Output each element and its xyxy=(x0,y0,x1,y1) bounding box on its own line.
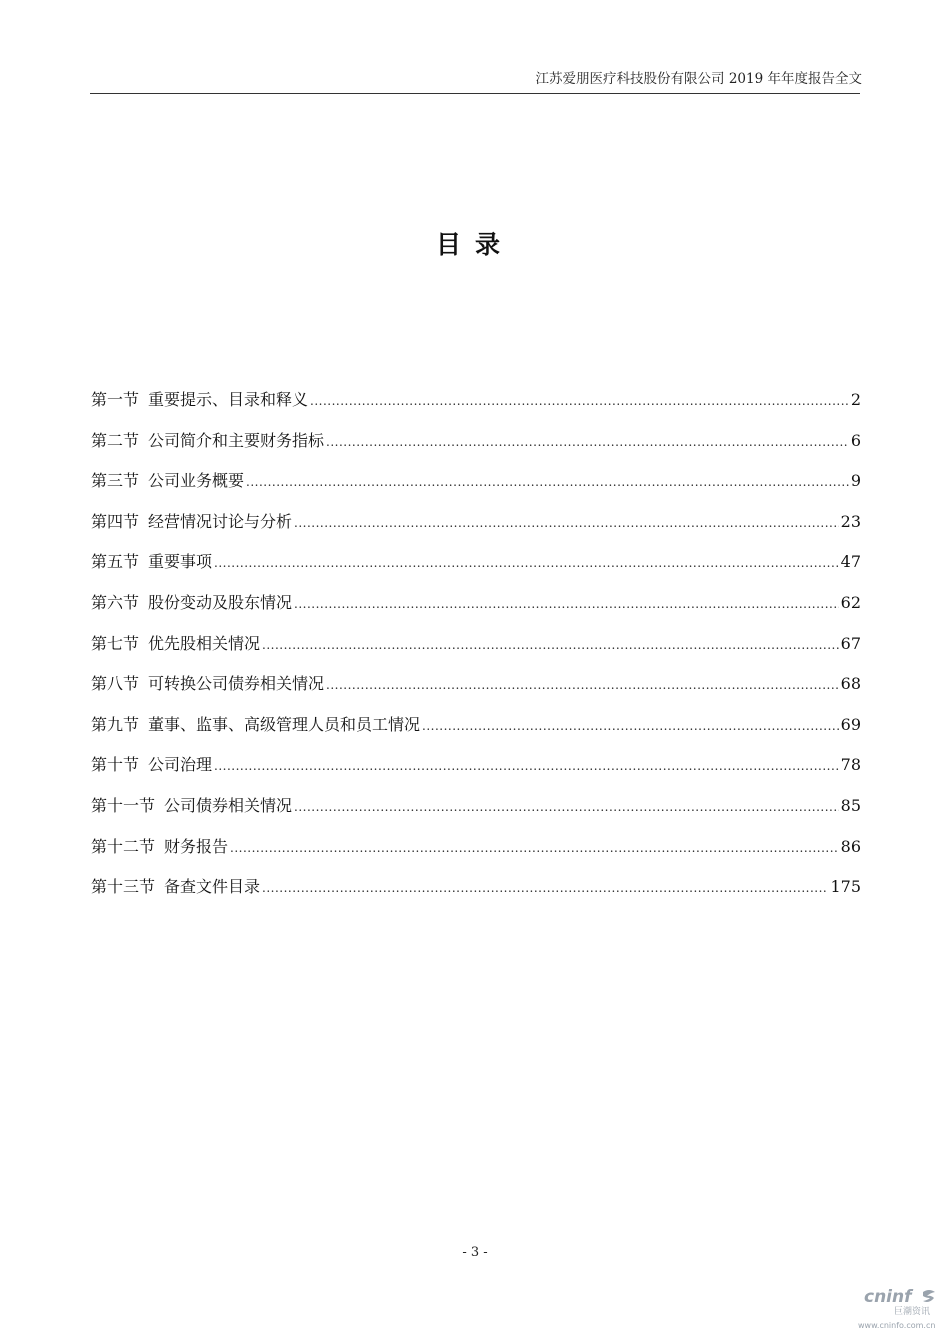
toc-page-number: 85 xyxy=(840,795,861,815)
toc-entry[interactable] xyxy=(91,672,861,713)
toc-section-number: 第五节 xyxy=(91,552,140,572)
table-of-contents xyxy=(91,388,861,916)
toc-dot-leader xyxy=(310,389,849,413)
toc-section-number: 第一节 xyxy=(91,390,140,409)
toc-page-number: 175 xyxy=(830,877,861,897)
toc-section-title: 公司治理 xyxy=(148,755,213,775)
toc-entry[interactable] xyxy=(91,794,861,835)
toc-dot-leader xyxy=(294,592,839,616)
toc-page-number: 78 xyxy=(840,755,861,775)
running-header: 江苏爱朋医疗科技股份有限公司 2019 年年度报告全文 xyxy=(535,71,862,87)
page-title: 目录 xyxy=(435,230,514,259)
toc-dot-leader xyxy=(294,795,839,819)
toc-section-title: 经营情况讨论与分析 xyxy=(148,511,293,531)
toc-section-title: 可转换公司债券相关情况 xyxy=(148,674,325,694)
toc-entry[interactable] xyxy=(91,835,861,876)
toc-dot-leader xyxy=(214,754,839,778)
toc-entry[interactable] xyxy=(91,510,861,551)
toc-section-title: 财务报告 xyxy=(164,836,229,856)
toc-section-number: 第十三节 xyxy=(91,877,156,897)
toc-entry[interactable] xyxy=(91,753,861,794)
toc-page-number: 47 xyxy=(840,552,861,572)
toc-entry[interactable] xyxy=(91,469,861,510)
toc-dot-leader xyxy=(326,673,839,697)
page-number-footer: - 3 - xyxy=(462,1245,488,1260)
toc-entry[interactable] xyxy=(91,713,861,754)
toc-page-number: 69 xyxy=(840,714,861,734)
toc-section-title: 公司债券相关情况 xyxy=(164,795,293,815)
toc-section-title: 优先股相关情况 xyxy=(148,633,261,653)
toc-section-title: 公司简介和主要财务指标 xyxy=(148,430,325,450)
toc-page-number: 67 xyxy=(840,633,861,653)
toc-section-number: 第二节 xyxy=(91,430,140,450)
toc-section-number: 第七节 xyxy=(91,633,140,653)
toc-page-number: 2 xyxy=(850,390,861,409)
toc-section-title: 股份变动及股东情况 xyxy=(148,592,293,612)
toc-dot-leader xyxy=(294,511,839,535)
toc-entry[interactable] xyxy=(91,875,861,916)
header-rule xyxy=(90,93,860,94)
toc-dot-leader xyxy=(262,876,828,900)
toc-page-number: 6 xyxy=(850,430,861,450)
toc-section-title: 备查文件目录 xyxy=(164,877,261,897)
toc-section-number: 第三节 xyxy=(91,471,140,491)
toc-entry[interactable] xyxy=(91,388,861,429)
toc-section-title: 重要事项 xyxy=(148,552,213,572)
watermark-brand: cninf xyxy=(864,1287,912,1307)
toc-dot-leader xyxy=(230,836,839,860)
toc-section-number: 第四节 xyxy=(91,511,140,531)
toc-dot-leader xyxy=(422,714,839,738)
toc-section-number: 第十一节 xyxy=(91,795,156,815)
toc-page-number: 62 xyxy=(840,592,861,612)
cninfo-logo-icon xyxy=(920,1289,938,1305)
toc-dot-leader xyxy=(262,633,839,657)
toc-page-number: 86 xyxy=(840,836,861,856)
toc-section-number: 第六节 xyxy=(91,592,140,612)
toc-entry[interactable] xyxy=(91,429,861,470)
toc-section-number: 第十二节 xyxy=(91,836,156,856)
toc-entry[interactable] xyxy=(91,550,861,591)
watermark-url: www.cninfo.com.cn xyxy=(858,1321,936,1330)
toc-dot-leader xyxy=(246,470,849,494)
toc-section-title: 重要提示、目录和释义 xyxy=(148,390,309,409)
toc-dot-leader xyxy=(326,430,849,454)
toc-page-number: 23 xyxy=(840,511,861,531)
toc-section-title: 董事、监事、高级管理人员和员工情况 xyxy=(148,714,421,734)
toc-dot-leader xyxy=(214,551,839,575)
toc-entry[interactable] xyxy=(91,632,861,673)
toc-section-number: 第十节 xyxy=(91,755,140,775)
toc-entry[interactable] xyxy=(91,591,861,632)
toc-section-number: 第八节 xyxy=(91,674,140,694)
cninfo-watermark xyxy=(858,1286,944,1338)
toc-page-number: 9 xyxy=(850,471,861,491)
toc-section-title: 公司业务概要 xyxy=(148,471,245,491)
watermark-subtitle: 巨潮资讯 xyxy=(894,1307,931,1317)
toc-page-number: 68 xyxy=(840,674,861,694)
toc-section-number: 第九节 xyxy=(91,714,140,734)
